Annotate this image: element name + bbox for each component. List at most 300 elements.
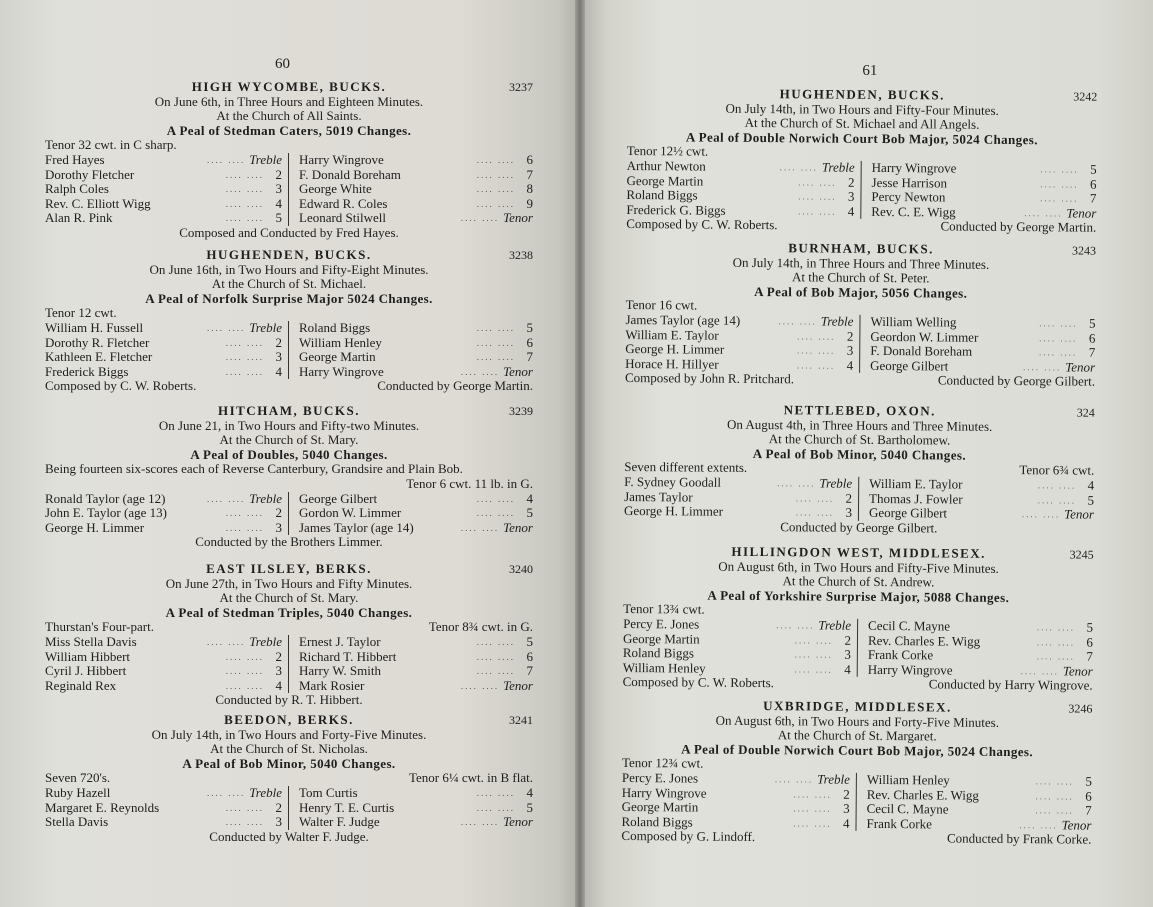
bell-position: 2: [845, 490, 853, 506]
ringer-name: Frank Corke: [866, 815, 932, 832]
leader-dots: .... ....: [794, 649, 833, 660]
ringer-name: William Hibbert: [45, 648, 131, 664]
peal-date: On June 16th, in Two Hours and Fifty-Eight Minutes.: [149, 261, 429, 277]
bell-position: 2: [843, 786, 850, 802]
ringer-row: [299, 211, 533, 226]
peal-entry: [45, 80, 533, 241]
ringer-name: George Martin: [626, 172, 704, 189]
leader-dots: .... ....: [476, 508, 515, 519]
peal-church: At the Church of St. Peter.: [791, 269, 930, 286]
conducted-by: Conducted by George Martin.: [940, 218, 1097, 236]
leader-dots: .... ....: [225, 198, 264, 209]
conducted-by: Conducted by R. T. Hibbert.: [215, 692, 363, 708]
band-right-column: [289, 786, 533, 830]
bell-position: 7: [526, 663, 533, 679]
peal-number: 324: [1076, 405, 1095, 420]
peal-entry: [625, 240, 1096, 390]
tenor-left: Seven different extents.: [624, 459, 748, 476]
peal-heading: [45, 562, 533, 577]
leader-dots: .... ....: [207, 636, 246, 647]
tenor-left: Seven 720's.: [45, 770, 111, 786]
bell-position: 2: [846, 328, 854, 344]
ringer-name: Harry Wingrove: [299, 151, 384, 167]
tenor-line: [45, 477, 533, 492]
band-left-column: [45, 153, 289, 226]
band-right-column: [860, 315, 1095, 375]
bell-position: 5: [526, 633, 533, 649]
leader-dots: .... ....: [1019, 819, 1058, 831]
leader-dots: .... ....: [460, 817, 500, 828]
ringer-name: Henry T. E. Curtis: [299, 799, 395, 815]
leader-dots: .... ....: [774, 774, 814, 785]
ringer-name: Gordon W. Limmer: [299, 505, 402, 521]
band-left-column: [621, 771, 856, 831]
leader-dots: .... ....: [225, 213, 264, 224]
bell-position: 5: [526, 505, 533, 521]
ringer-row: [45, 153, 282, 168]
peal-church: At the Church of St. Michael.: [211, 276, 367, 292]
conducted-by: Conducted by Walter F. Judge.: [209, 828, 369, 844]
conducted-by: Composed and Conducted by Fred Hayes.: [179, 224, 399, 240]
ringer-name: James Taylor (age 14): [299, 519, 414, 535]
leader-dots: .... ....: [1036, 651, 1075, 662]
ringer-row: [45, 197, 282, 212]
bell-position: 2: [275, 505, 282, 521]
bell-position: Treble: [821, 159, 855, 175]
ringer-name: Harry W. Smith: [299, 663, 381, 679]
ringer-row: [299, 521, 533, 536]
peal-title: A Peal of Stedman Caters, 5019 Changes.: [166, 122, 412, 138]
bell-position: 3: [275, 181, 282, 197]
composed-by: Composed by John R. Pritchard.: [624, 370, 795, 387]
band-left-column: [623, 617, 858, 677]
leader-dots: .... ....: [460, 213, 500, 224]
leader-dots: .... ....: [225, 522, 264, 533]
ringer-name: William Welling: [870, 313, 957, 330]
leader-dots: .... ....: [207, 493, 246, 504]
peal-footer: [45, 693, 533, 708]
peal-entry: [623, 544, 1094, 694]
ringer-name: Rev. C. E. Wigg: [871, 203, 956, 220]
ringer-name: George Gilbert: [870, 357, 949, 374]
leader-dots: .... ....: [1039, 332, 1078, 344]
leader-dots: .... ....: [1035, 790, 1074, 802]
ringer-row: [299, 365, 533, 380]
ringer-row: [299, 664, 533, 679]
bell-position: Treble: [249, 490, 282, 506]
ringer-name: Ernest J. Taylor: [299, 633, 381, 649]
bell-position: Tenor: [1061, 817, 1092, 833]
ringer-name: William Henley: [299, 334, 382, 350]
bell-position: 5: [1086, 619, 1094, 635]
ringer-row: [45, 635, 282, 650]
tenor-left: Tenor 12½ cwt.: [626, 143, 709, 160]
peal-title: A Peal of Norfolk Surprise Major 5024 Changes.: [145, 290, 433, 306]
leader-dots: .... ....: [225, 508, 264, 519]
leader-dots: .... ....: [1021, 509, 1061, 520]
peal-church: At the Church of St. Nicholas.: [210, 741, 368, 757]
bell-position: Tenor: [503, 363, 533, 379]
ringer-row: [45, 321, 282, 336]
ringer-name: George H. Limmer: [45, 519, 145, 535]
ringer-row: [299, 786, 533, 801]
ringer-name: Frederick Biggs: [45, 363, 129, 379]
ringer-row: [299, 635, 533, 650]
ringer-row: [624, 504, 852, 520]
bell-position: Treble: [817, 771, 850, 787]
peal-place: NETTLEBED, OXON.: [783, 402, 936, 419]
leader-dots: .... ....: [225, 169, 264, 180]
ringer-row: [299, 650, 533, 665]
bell-position: 4: [844, 661, 851, 677]
bell-position: 2: [844, 632, 852, 648]
ringer-name: Cecil C. Mayne: [868, 617, 951, 634]
peal-title: A Peal of Bob Minor, 5040 Changes.: [182, 755, 396, 771]
tenor-right: Tenor 6 cwt. 11 lb. in G.: [406, 475, 533, 491]
peal-entry: [45, 248, 533, 394]
leader-dots: .... ....: [798, 191, 837, 202]
band-left-column: [45, 321, 289, 379]
leader-dots: .... ....: [1037, 480, 1077, 491]
composed-by: Composed by C. W. Roberts.: [626, 216, 778, 233]
ringer-name: Frank Corke: [867, 647, 934, 663]
bell-position: 6: [526, 648, 533, 664]
peal-heading: [45, 248, 533, 263]
bell-position: 9: [526, 195, 533, 211]
peal-place: BEEDON, BERKS.: [224, 712, 354, 727]
ringer-name: Reginald Rex: [45, 677, 117, 693]
leader-dots: .... ....: [794, 634, 834, 646]
leader-dots: .... ....: [476, 787, 515, 798]
band-table: [45, 321, 533, 379]
peal-entry: [45, 562, 533, 708]
peal-number: 3237: [509, 80, 533, 94]
bell-position: 7: [526, 349, 533, 365]
ringer-name: Kathleen E. Fletcher: [45, 349, 153, 365]
leader-dots: .... ....: [796, 360, 836, 371]
conducted-by: Conducted by George Martin.: [377, 378, 533, 394]
bell-position: 6: [526, 334, 533, 350]
leader-dots: .... ....: [1037, 494, 1077, 506]
peal-number: 3243: [1071, 243, 1097, 258]
tenor-right: Tenor 6¼ cwt. in B flat.: [408, 770, 533, 786]
bell-position: 4: [847, 203, 855, 219]
leader-dots: .... ....: [793, 803, 832, 814]
bell-position: Tenor: [1066, 205, 1097, 221]
bell-position: 5: [1085, 773, 1092, 789]
conducted-by: Conducted by George Gilbert.: [937, 372, 1096, 390]
leader-dots: .... ....: [1038, 347, 1078, 358]
conducted-by: Conducted by Harry Wingrove.: [928, 676, 1093, 694]
leader-dots: .... ....: [460, 680, 500, 691]
band-left-column: [626, 159, 861, 219]
page-number: 61: [862, 62, 878, 79]
ringer-name: Harry Wingrove: [299, 363, 384, 379]
tenor-left: Tenor 13¾ cwt.: [623, 601, 705, 617]
leader-dots: .... ....: [796, 345, 836, 356]
peal-heading: [45, 404, 533, 419]
leader-dots: .... ....: [794, 664, 833, 675]
leader-dots: .... ....: [476, 337, 515, 348]
composed-by: Composed by G. Lindoff.: [621, 828, 756, 845]
leader-dots: .... ....: [460, 366, 500, 377]
bell-position: 4: [1087, 477, 1095, 493]
ringer-name: Leonard Stilwell: [299, 210, 387, 226]
ringer-row: [299, 506, 533, 521]
ringer-row: [299, 336, 533, 351]
peal-entry: [45, 404, 533, 550]
band-table: [45, 786, 533, 830]
peal-church: At the Church of St. Margaret.: [777, 727, 937, 744]
band-table: [625, 313, 1095, 375]
leader-dots: .... ....: [795, 492, 835, 504]
ringer-name: George Gilbert: [299, 490, 378, 506]
band-table: [624, 475, 1094, 522]
band-left-column: [625, 313, 860, 373]
bell-position: Tenor: [503, 210, 533, 226]
ringer-name: Harry Wingrove: [867, 661, 953, 678]
ringer-row: [299, 197, 533, 212]
ringer-row: [45, 211, 282, 226]
bell-position: 7: [1088, 344, 1096, 360]
ringer-name: Ronald Taylor (age 12): [45, 490, 166, 506]
bell-position: 3: [275, 349, 282, 365]
ringer-row: [45, 521, 282, 536]
leader-dots: .... ....: [1036, 622, 1076, 633]
band-right-column: [289, 321, 533, 379]
bell-position: 3: [275, 663, 282, 679]
ringer-name: Ruby Hazell: [45, 784, 111, 800]
ringer-name: Horace H. Hillyer: [625, 355, 719, 372]
peal-church: At the Church of St. Bartholomew.: [768, 431, 951, 448]
peal-title: A Peal of Bob Minor, 5040 Changes.: [752, 445, 967, 463]
peal-entry: [45, 713, 533, 844]
ringer-name: Cyril J. Hibbert: [45, 663, 127, 679]
tenor-left: Tenor 12¾ cwt.: [621, 755, 704, 771]
bell-position: 3: [845, 504, 853, 520]
peal-entry: [626, 86, 1097, 236]
leader-dots: .... ....: [476, 184, 515, 195]
band-right-column: [859, 477, 1094, 523]
ringer-row: [45, 365, 282, 380]
tenor-left: Tenor 32 cwt. in C sharp.: [45, 137, 177, 153]
bell-position: 4: [846, 357, 854, 373]
peal-footer: [626, 217, 1096, 235]
ringer-name: Margaret E. Reynolds: [45, 799, 160, 815]
tenor-line: [45, 306, 533, 321]
ringer-row: [45, 786, 282, 801]
band-table: [626, 159, 1096, 221]
right-page: [585, 0, 1153, 907]
ringer-name: Dorothy R. Fletcher: [45, 334, 150, 350]
ringer-name: Stella Davis: [45, 814, 109, 830]
ringer-name: Fred Hayes: [45, 151, 105, 167]
peal-number: 3241: [509, 713, 533, 727]
peal-title: A Peal of Stedman Triples, 5040 Changes.: [165, 604, 413, 620]
bell-position: 6: [1085, 788, 1092, 804]
bell-position: Tenor: [503, 677, 533, 693]
band-right-column: [289, 153, 533, 226]
leader-dots: .... ....: [1036, 636, 1076, 648]
ringer-name: Alan R. Pink: [45, 210, 113, 226]
peal-number: 3245: [1069, 547, 1094, 562]
leader-dots: .... ....: [798, 206, 837, 217]
ringer-name: George Martin: [299, 349, 376, 365]
peal-place: EAST ILSLEY, BERKS.: [206, 561, 372, 576]
ringer-name: Percy E. Jones: [623, 615, 700, 632]
bell-position: 4: [526, 784, 533, 800]
band-table: [623, 617, 1093, 679]
bell-position: 5: [1088, 315, 1096, 331]
ringer-row: [299, 153, 533, 168]
bell-position: Treble: [249, 784, 282, 800]
leader-dots: .... ....: [1035, 776, 1074, 787]
ringer-name: Roland Biggs: [299, 319, 371, 335]
ringer-row: [299, 321, 533, 336]
ringer-name: Roland Biggs: [621, 813, 693, 830]
bell-position: 6: [526, 151, 533, 167]
peal-entry: [621, 698, 1092, 848]
bell-position: 8: [526, 181, 533, 197]
peal-place: HUGHENDEN, BUCKS.: [206, 247, 372, 262]
peal-number: 3240: [509, 562, 533, 576]
peal-footer: [623, 675, 1093, 693]
leader-dots: .... ....: [476, 322, 515, 333]
leader-dots: .... ....: [1022, 361, 1062, 373]
peal-place: BURNHAM, BUCKS.: [788, 240, 934, 257]
leader-dots: .... ....: [779, 162, 818, 173]
ringer-name: Harry Wingrove: [871, 159, 957, 176]
bell-position: 4: [842, 815, 850, 831]
tenor-left: Thurstan's Four-part.: [45, 619, 154, 635]
peal-date: On June 27th, in Two Hours and Fifty Minutes.: [165, 575, 413, 591]
left-page: [0, 0, 575, 907]
bell-position: 4: [275, 677, 282, 693]
band-left-column: [45, 635, 289, 693]
bell-position: 5: [1090, 161, 1097, 177]
ringer-row: [299, 679, 533, 694]
bell-position: 4: [275, 195, 282, 211]
ringer-name: Percy Newton: [871, 189, 946, 205]
ringer-name: Mark Rosier: [299, 677, 365, 693]
ringer-row: [299, 815, 533, 830]
bell-position: 6: [1088, 330, 1096, 346]
leader-dots: .... ....: [225, 651, 264, 662]
ringer-name: Edward R. Coles: [299, 195, 388, 211]
band-right-column: [289, 492, 533, 536]
leader-dots: .... ....: [207, 322, 246, 333]
ringer-name: James Taylor (age 14): [625, 311, 741, 328]
peal-heading: [45, 713, 533, 728]
bell-position: Treble: [249, 319, 282, 335]
bell-position: Tenor: [1062, 663, 1093, 679]
bell-position: Treble: [820, 313, 854, 329]
bell-position: 2: [275, 648, 282, 664]
ringer-name: Harry Wingrove: [621, 784, 707, 801]
peal-footer: [45, 535, 533, 550]
bell-position: 3: [847, 188, 855, 204]
band-left-column: [624, 475, 859, 521]
peal-number: 3246: [1068, 701, 1093, 716]
leader-dots: .... ....: [225, 666, 264, 677]
leader-dots: .... ....: [460, 522, 500, 533]
band-table: [45, 635, 533, 693]
leader-dots: .... ....: [476, 651, 515, 662]
peal-note: Being fourteen six-scores each of Reverse Canterbury, Grandsire and Plain Bob.: [45, 461, 463, 477]
bell-position: 2: [848, 174, 855, 190]
ringer-name: F. Sydney Goodall: [624, 473, 722, 490]
peal-title: A Peal of Doubles, 5040 Changes.: [190, 446, 388, 462]
tenor-left: Tenor 12 cwt.: [45, 305, 117, 321]
peal-date: On August 4th, in Three Hours and Three Minutes.: [726, 416, 993, 434]
ringer-row: [45, 801, 282, 816]
ringer-row: [299, 801, 533, 816]
ringer-name: Tom Curtis: [299, 784, 358, 800]
leader-dots: .... ....: [476, 169, 515, 180]
band-right-column: [861, 161, 1096, 221]
ringer-name: John E. Taylor (age 13): [45, 505, 167, 521]
peal-title: A Peal of Bob Major, 5056 Changes.: [754, 283, 968, 301]
bell-position: 6: [1086, 634, 1094, 650]
leader-dots: .... ....: [778, 316, 817, 327]
bell-position: 3: [275, 814, 282, 830]
leader-dots: .... ....: [1040, 193, 1079, 204]
peal-place: HIGH WYCOMBE, BUCKS.: [191, 79, 387, 94]
leader-dots: .... ....: [776, 620, 815, 631]
composed-by: Composed by C. W. Roberts.: [45, 378, 197, 394]
leader-dots: .... ....: [225, 680, 264, 691]
ringer-name: George H. Limmer: [623, 503, 724, 519]
tenor-right: Tenor 6¾ cwt.: [1019, 462, 1095, 479]
peal-footer: [625, 371, 1095, 389]
band-right-column: [858, 619, 1093, 679]
bell-position: 3: [843, 800, 850, 816]
ringer-name: Thomas J. Fowler: [869, 490, 963, 507]
bell-position: Treble: [819, 475, 853, 491]
peal-church: At the Church of St. Michael and All Angels.: [744, 115, 980, 132]
ringer-name: Walter F. Judge: [299, 814, 380, 830]
peal-place: HILLINGDON WEST, MIDDLESEX.: [731, 543, 987, 561]
leader-dots: .... ....: [207, 154, 246, 165]
leader-dots: .... ....: [1040, 178, 1079, 190]
ringer-row: [45, 182, 282, 197]
ringer-row: [45, 664, 282, 679]
bell-position: 5: [526, 799, 533, 815]
leader-dots: .... ....: [225, 337, 264, 348]
peal-church: At the Church of St. Mary.: [219, 590, 359, 606]
bell-position: 6: [1090, 176, 1097, 192]
band-right-column: [856, 773, 1091, 833]
peal-footer: [621, 829, 1091, 847]
ringer-name: George Martin: [621, 799, 699, 815]
ringer-name: Roland Biggs: [626, 187, 698, 203]
peal-number: 3239: [509, 404, 533, 418]
peal-church: At the Church of All Saints.: [216, 108, 362, 124]
bell-position: Tenor: [1064, 506, 1095, 522]
ringer-row: [45, 168, 282, 183]
ringer-name: Miss Stella Davis: [45, 633, 137, 649]
ringer-name: Jesse Harrison: [871, 174, 948, 191]
bell-position: Tenor: [503, 519, 533, 535]
ringer-name: William E. Taylor: [869, 475, 963, 492]
bell-position: Treble: [818, 617, 852, 633]
ringer-name: George H. Limmer: [625, 341, 725, 357]
bell-position: 7: [1086, 648, 1093, 664]
bell-position: 7: [1085, 802, 1092, 818]
ringer-name: James Taylor: [624, 488, 693, 505]
peal-title: A Peal of Double Norwich Court Bob Major, 5024 Changes.: [681, 741, 1034, 759]
bell-position: Tenor: [1065, 359, 1096, 375]
